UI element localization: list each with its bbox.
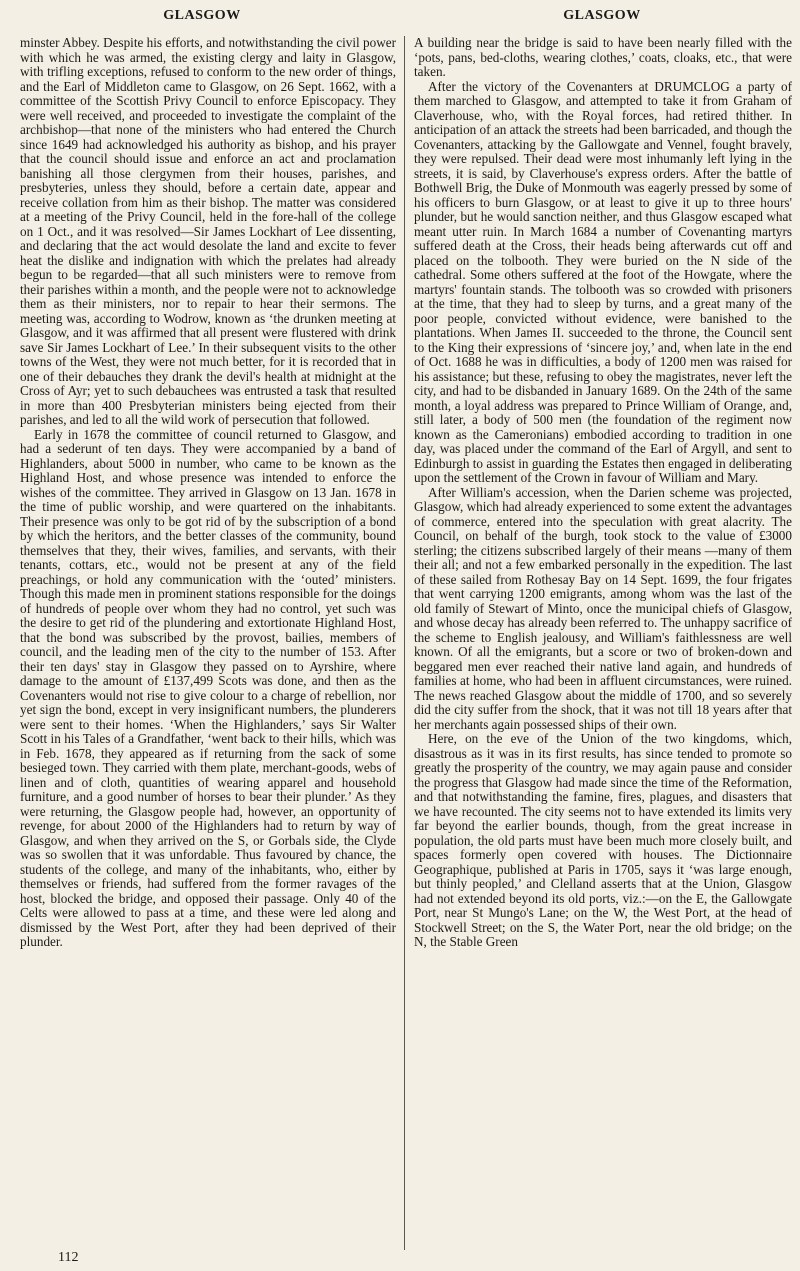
- running-head-left: GLASGOW: [163, 8, 241, 23]
- running-head-right: GLASGOW: [563, 8, 641, 23]
- paragraph: Here, on the eve of the Union of the two kingdoms, which, disastrous as it was in its first results, has since tended to promote so greatly the prosperity of the country, we may again pause and consider the progress that Glasgow had made since the time of the Reformation, and that notwithstanding the famine, fires, plagues, and disasters that we have recounted. The city seems not to have extended its limits very far beyond the earlier bounds, though, from the great increase in population, the old parts must have been much more closely built, and spaces formerly open covered with houses. The Dictionnaire Geographique, published at Paris in 1705, says it ‘was large enough, but thinly peopled,’ and Clelland asserts that at the Union, Glasgow had not extended beyond its old ports, viz.:—on the E, the Gallowgate Port, near St Mungo's Lane; on the W, the West Port, at the head of Stockwell Street; on the S, the Water Port, near the old bridge; on the N, the Stable Green: [414, 731, 792, 949]
- right-column: [414, 36, 792, 1266]
- column-divider: [404, 36, 405, 1250]
- left-column: [20, 36, 396, 1250]
- page-number: 112: [58, 1250, 79, 1265]
- paragraph: minster Abbey. Despite his efforts, and notwithstanding the civil power with which he was armed, the existing clergy and laity in Glasgow, with trifling exceptions, refused to conform to the new order of things, and the Earl of Middleton came to Glasgow, on 26 Sept. 1662, with a committee of the Scottish Privy Council to enforce Episcopacy. They were well received, and proceeded to investigate the complaint of the archbishop—that none of the ministers who had entered the Church since 1649 had acknowledged his authority as bishop, and his prayer that the council should issue and enforce an act and proclamation banishing all those clergymen from their houses, parishes, and presbyteries, unless they should, before a certain date, appear and receive collation from him as their bishop. The matter was considered at a meeting of the Privy Council, held in the fore-hall of the college on 1 Oct., and it was resolved—Sir James Lockhart of Lee dissenting, and declaring that the act would desolate the land and excite to fever heat the dislike and indignation with which the prelates had already begun to be regarded—that all such ministers were to remove from their parishes within a month, and the people were not to acknowledge them as their ministers, nor to repair to hear their sermons. The meeting was, according to Wodrow, known as ‘the drunken meeting at Glasgow, and it was affirmed that all present were flustered with drink save Sir James Lockhart of Lee.’ In their subsequent visits to the other towns of the West, they were not much better, for it is recorded that in one of their debauches they drank the devil's health at midnight at the Cross of Ayr; yet to such debauchees was entrusted a task that resulted in more than 400 Presbyterian ministers being ejected from their parishes, and led to all the wild work of persecution that followed.: [20, 36, 396, 427]
- paragraph: After the victory of the Covenanters at DRUMCLOG a party of them marched to Glasgow, and attempted to take it from Graham of Claverhouse, who, with the Royal forces, had retired thither. In anticipation of an attack the streets had been barricaded, and though the Covenanters, attacking by the Gallowgate and Vennel, fought bravely, they were repulsed. Their dead were most inhumanly left lying in the streets, it is said, by Claverhouse's express orders. After the battle of Bothwell Brig, the Duke of Monmouth was eagerly pressed by some of his officers to burn Glasgow, or at least to give it up to three hours' plunder, but he would sanction neither, and thus Glasgow escaped what meant utter ruin. In March 1684 a number of Covenanting martyrs suffered death at the Cross, their heads being afterwards cut off and placed on the tolbooth. They were buried on the N side of the cathedral. Some others suffered at the foot of the Howgate, where the martyrs' fountain stands. The tolbooth was so crowded with prisoners at the time, that they had to sleep by turns, and a great many of the poor people, convicted without evidence, were banished to the plantations. When James II. succeeded to the throne, the Council sent to the King their expressions of ‘sincere joy,’ and, when late in the end of Oct. 1688 he was in difficulties, a body of 1200 men was raised for his assistance; but these, refusing to obey the magistrates, never left the city, and had to be disbanded in January 1689. On the 24th of the same month, a loyal address was prepared to Prince William of Orange, and, still later, a body of 500 men (the foundation of the regiment now known as the Cameronians) embodied according to tradition in one day, was placed under the command of the Earl of Argyll, and sent to Edinburgh to assist in guarding the Estates then engaged in deliberating upon the settlement of the Crown in favour of William and Mary.: [414, 78, 792, 485]
- paragraph: After William's accession, when the Darien scheme was projected, Glasgow, which had already experienced to some extent the advantages of commerce, entered into the speculation with great alacrity. The Council, on behalf of the burgh, took stock to the value of £3000 sterling; the citizens subscribed largely of their means —many of them their all; and not a few embarked personally in the expedition. The last of these sailed from Rothesay Bay on 14 Sept. 1699, the four frigates that went carrying 1200 emigrants, among whom was the last of the old family of Stewart of Minto, once the municipal chiefs of Glasgow, and whose decay has already been referred to. The unhappy sacrifice of the scheme to English jealousy, and William's faithlessness are well known. Of all the emigrants, but a score or two of broken-down and beggared men ever reached their native land again, and hundreds of families at home, who had been in affluent circumstances, were ruined. The news reached Glasgow about the middle of 1700, and so severely did the city suffer from the shock, that it was not till 18 years after that her merchants again possessed ships of their own.: [414, 484, 792, 732]
- paragraph: Early in 1678 the committee of council returned to Glasgow, and had a sederunt of ten days. They were accompanied by a band of Highlanders, about 5000 in number, who came to be known as the Highland Host, and whose presence was intended to enforce the wishes of the committee. They arrived in Glasgow on 13 Jan. 1678 in the time of public worship, and were quartered on the inhabitants. Their presence was only to be got rid of by the subscription of a bond by which the heritors, and the better classes of the community, bound themselves that they, their wives, families, and servants, with their tenants, cottars, etc., would not be present at any of the field preachings, or hold any communication with the ‘outed’ ministers. Though this made men in prominent stations responsible for the doings of hundreds of people over whom they had no control, yet such was the desire to get rid of the plundering and extortionate Highland Host, that the bond was subscribed by the provost, bailies, members of council, and the leading men of the city to the number of 153. After their ten days' stay in Glasgow they passed on to Ayrshire, where damage to the amount of £137,499 Scots was done, and then as the Covenanters would not rise to give colour to a charge of rebellion, nor yet sign the bond, except in very insignificant numbers, the plunderers were sent to their homes. ‘When the Highlanders,’ says Sir Walter Scott in his Tales of a Grandfather, ‘went back to their hills, which was in Feb. 1678, they appeared as if returning from the sack of some besieged town. They carried with them plate, merchant-goods, webs of linen and of cloth, quantities of wearing apparel and household furniture, and a good number of horses to bear their plunder.’ As they were returning, the Glasgow people had, however, an opportunity of revenge, for about 2000 of the Highlanders had to return by way of Glasgow, and when they arrived on the S, or Gorbals side, the Clyde was so swollen that it was unfordable. Thus favoured by chance, the students of the college, and many of the inhabitants, who, either by themselves or friends, had suffered from the former ravages of the host, blocked the bridge, and opposed their passage. Only 40 of the Celts were allowed to pass at a time, and these were led along and dismissed by the West Port, after they had been deprived of their plunder.: [20, 426, 396, 949]
- paragraph: A building near the bridge is said to have been nearly filled with the ‘pots, pans, bed-cloths, wearing clothes,’ coats, cloaks, etc., that were taken.: [414, 36, 792, 79]
